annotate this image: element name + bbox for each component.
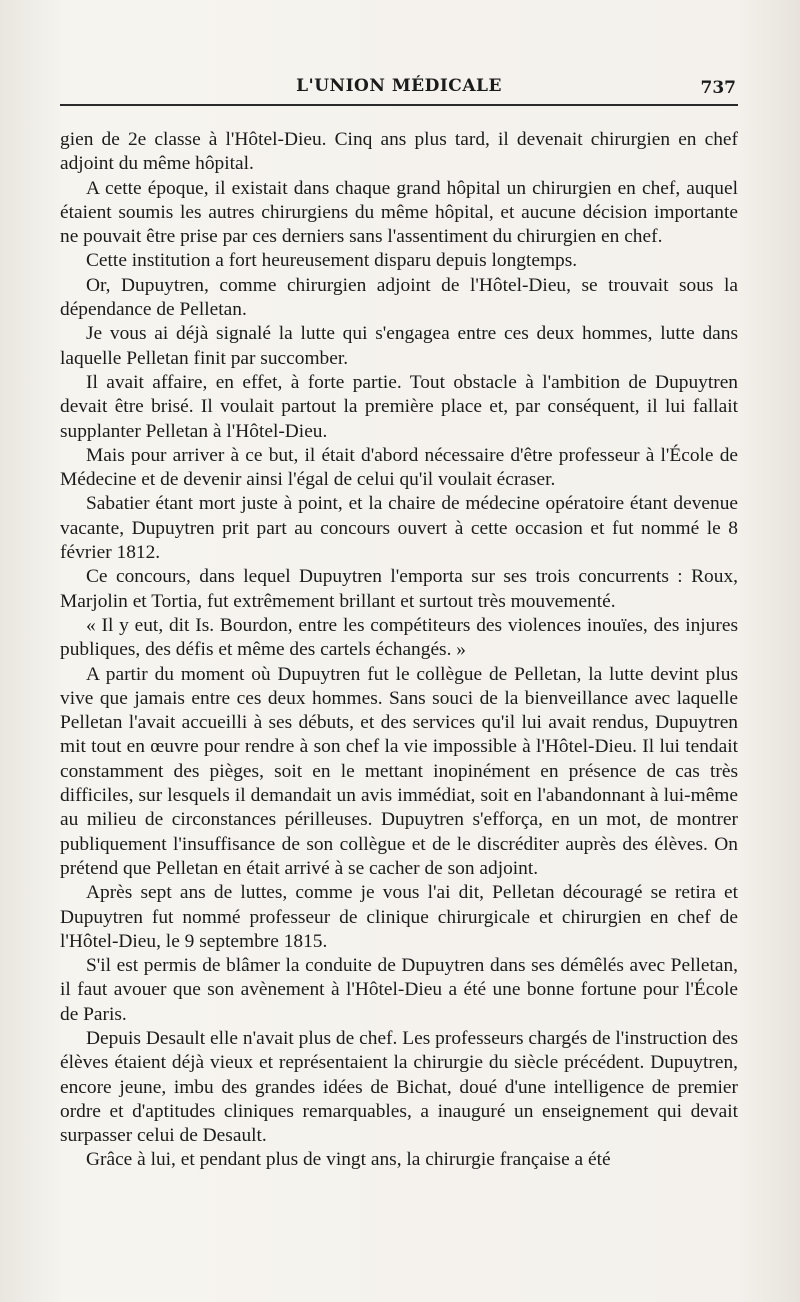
- paragraph: Après sept ans de luttes, comme je vous l'ai dit, Pelletan découragé se retira et Dupuytren fut nommé professeur de clinique chirurgicale et chirurgien en chef de l'Hôtel-Dieu, le 9 septembre 1815.: [60, 882, 738, 952]
- page-number: 737: [700, 78, 736, 98]
- paragraph: Cette institution a fort heureusement disparu depuis longtemps.: [86, 250, 578, 272]
- page-header: [60, 74, 738, 104]
- paragraph: Ce concours, dans lequel Dupuytren l'emporta sur ses trois concurrents : Roux, Marjolin et Tortia, fut extrêmement brillant et surtout très mouvementé.: [60, 566, 738, 612]
- paragraph: A partir du moment où Dupuytren fut le collègue de Pelletan, la lutte devint plus vive que jamais entre ces deux hommes. Sans souci de la bienveillance avec laquelle Pelletan l'avait accueilli à ses débuts, et des services qu'il lui avait rendus, Dupuytren mit tout en œuvre pour rendre à son chef la vie impossible à l'Hôtel-Dieu. Il lui tendait constamment des pièges, soit en le mettant inopinément en présence de cas très difficiles, sur lesquels il demandait un avis immédiat, soit en l'abandonnant à lui-même au milieu de circonstances périlleuses. Dupuytren s'efforça, en un mot, de montrer publiquement l'insuffisance de son collègue et de le discréditer auprès des élèves. On prétend que Pelletan en était arrivé à se cacher de son adjoint.: [60, 663, 738, 879]
- paragraph: gien de 2e classe à l'Hôtel-Dieu. Cinq ans plus tard, il devenait chirurgien en chef adjoint du même hôpital.: [60, 129, 738, 175]
- paragraph: Mais pour arriver à ce but, il était d'abord nécessaire d'être professeur à l'École de Médecine et de devenir ainsi l'égal de celui qu'il voulait écraser.: [60, 444, 738, 491]
- body-text: [60, 128, 738, 1173]
- header-rule: [60, 104, 738, 106]
- paragraph: Depuis Desault elle n'avait plus de chef. Les professeurs chargés de l'instruction des élèves étaient déjà vieux et représentaient la chirurgie du siècle précédent. Dupuytren, encore jeune, imbu des grandes idées de Bichat, doué d'une intelligence de premier ordre et d'aptitudes cliniques remarquables, a inauguré un enseignement qui devait surpasser celui de Desault.: [60, 1027, 738, 1147]
- paragraph: S'il est permis de blâmer la conduite de Dupuytren dans ses démêlés avec Pelletan, il faut avouer que son avènement à l'Hôtel-Dieu a été une bonne fortune pour l'École de Paris.: [60, 955, 738, 1025]
- paragraph: Je vous ai déjà signalé la lutte qui s'engagea entre ces deux hommes, lutte dans laquelle Pelletan finit par succomber.: [60, 323, 738, 369]
- running-title: L'UNION MÉDICALE: [296, 76, 502, 96]
- paragraph: Or, Dupuytren, comme chirurgien adjoint de l'Hôtel-Dieu, se trouvait sous la dépendance de Pelletan.: [60, 274, 738, 321]
- paragraph: Sabatier étant mort juste à point, et la chaire de médecine opératoire étant devenue vacante, Dupuytren prit part au concours ouvert à cette occasion et fut nommé le 8 février 1812.: [60, 493, 738, 564]
- paragraph: « Il y eut, dit Is. Bourdon, entre les compétiteurs des violences inouïes, des injures publiques, des défis et même des cartels échangés. »: [60, 614, 738, 661]
- paragraph: Il avait affaire, en effet, à forte partie. Tout obstacle à l'ambition de Dupuytren devait être brisé. Il voulait partout la première place et, par conséquent, il lui fallait supplanter Pelletan à l'Hôtel-Dieu.: [60, 371, 738, 442]
- paragraph: A cette époque, il existait dans chaque grand hôpital un chirurgien en chef, auquel étaient soumis les autres chirurgiens du même hôpital, et aucune décision importante ne pouvait être prise par ces derniers sans l'assentiment du chirurgien en chef.: [60, 177, 738, 248]
- paragraph: Grâce à lui, et pendant plus de vingt ans, la chirurgie française a été: [86, 1149, 611, 1171]
